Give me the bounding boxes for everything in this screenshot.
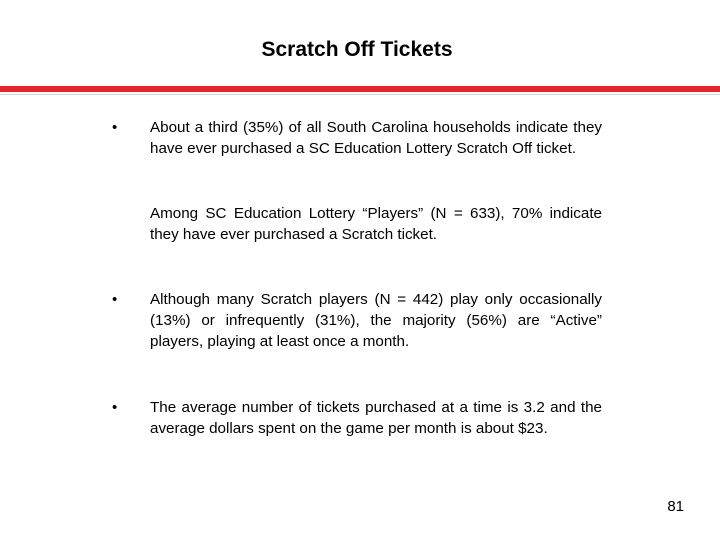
slide-title: Scratch Off Tickets	[261, 38, 453, 61]
paragraph-3: Although many Scratch players (N = 442) play only occasionally (13%) or infrequently (31%), the majority (56%) are “Active” players, playing at least once a month.	[150, 291, 602, 350]
bullet-2: •	[112, 291, 118, 308]
paragraph-1: About a third (35%) of all South Carolina households indicate they have ever purchased a SC Education Lottery Scratch Off ticket.	[150, 119, 602, 157]
bullet-1: •	[112, 119, 118, 136]
page-number: 81	[667, 498, 684, 515]
bullet-3: •	[112, 399, 118, 416]
title-divider-shadow	[0, 94, 720, 95]
paragraph-4: The average number of tickets purchased at a time is 3.2 and the average dollars spent on the game per month is about $23.	[150, 399, 602, 437]
title-divider	[0, 86, 720, 92]
paragraph-2: Among SC Education Lottery “Players” (N = 633), 70% indicate they have ever purchased a Scratch ticket.	[150, 205, 602, 243]
